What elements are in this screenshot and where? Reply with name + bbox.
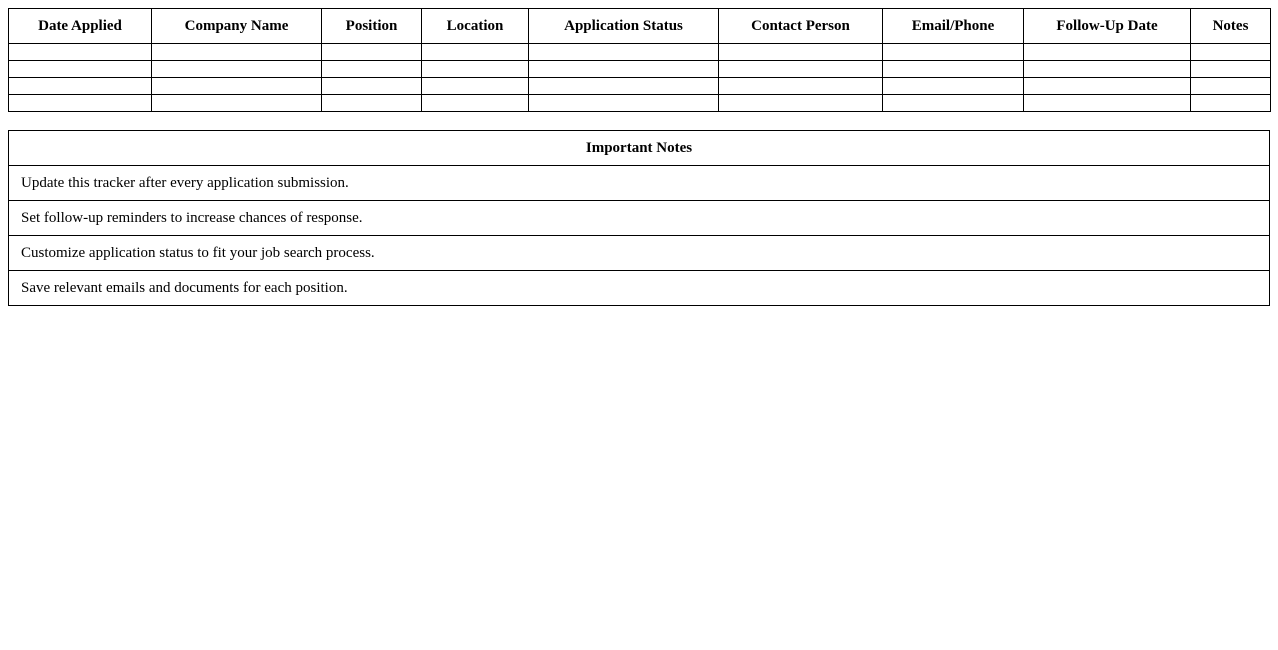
table-cell[interactable] [1024, 61, 1191, 78]
note-item: Customize application status to fit your job search process. [9, 236, 1270, 271]
table-cell[interactable] [152, 95, 322, 112]
table-cell[interactable] [719, 78, 883, 95]
table-cell[interactable] [529, 44, 719, 61]
note-row [9, 271, 1270, 306]
table-cell[interactable] [9, 44, 152, 61]
table-cell[interactable] [719, 44, 883, 61]
table-cell[interactable] [322, 95, 422, 112]
header-date-applied: Date Applied [9, 9, 152, 44]
table-cell[interactable] [1191, 61, 1271, 78]
note-row [9, 236, 1270, 271]
table-cell[interactable] [719, 95, 883, 112]
table-cell[interactable] [322, 44, 422, 61]
table-cell[interactable] [422, 95, 529, 112]
header-company-name: Company Name [152, 9, 322, 44]
header-email-phone: Email/Phone [883, 9, 1024, 44]
table-cell[interactable] [1024, 95, 1191, 112]
table-cell[interactable] [1191, 95, 1271, 112]
notes-header-row [9, 131, 1270, 166]
notes-title: Important Notes [9, 131, 1270, 166]
header-follow-up-date: Follow-Up Date [1024, 9, 1191, 44]
table-cell[interactable] [1024, 44, 1191, 61]
note-item: Save relevant emails and documents for each position. [9, 271, 1270, 306]
table-cell[interactable] [152, 61, 322, 78]
note-item: Set follow-up reminders to increase chances of response. [9, 201, 1270, 236]
table-cell[interactable] [883, 95, 1024, 112]
table-cell[interactable] [152, 78, 322, 95]
table-cell[interactable] [883, 78, 1024, 95]
header-contact-person: Contact Person [719, 9, 883, 44]
table-cell[interactable] [9, 61, 152, 78]
table-cell[interactable] [422, 61, 529, 78]
table-cell[interactable] [422, 78, 529, 95]
table-row [9, 78, 1271, 95]
table-cell[interactable] [529, 61, 719, 78]
table-row [9, 95, 1271, 112]
table-cell[interactable] [422, 44, 529, 61]
table-cell[interactable] [9, 78, 152, 95]
note-row [9, 166, 1270, 201]
table-cell[interactable] [883, 44, 1024, 61]
header-location: Location [422, 9, 529, 44]
table-cell[interactable] [9, 95, 152, 112]
header-application-status: Application Status [529, 9, 719, 44]
table-cell[interactable] [1191, 44, 1271, 61]
table-cell[interactable] [883, 61, 1024, 78]
table-cell[interactable] [719, 61, 883, 78]
important-notes-table [8, 130, 1270, 306]
job-application-tracker-table [8, 8, 1271, 112]
table-cell[interactable] [529, 95, 719, 112]
table-row [9, 44, 1271, 61]
table-row [9, 61, 1271, 78]
table-cell[interactable] [152, 44, 322, 61]
table-cell[interactable] [1024, 78, 1191, 95]
note-row [9, 201, 1270, 236]
table-cell[interactable] [322, 78, 422, 95]
table-cell[interactable] [322, 61, 422, 78]
table-cell[interactable] [1191, 78, 1271, 95]
header-notes: Notes [1191, 9, 1271, 44]
note-item: Update this tracker after every application submission. [9, 166, 1270, 201]
table-cell[interactable] [529, 78, 719, 95]
table-header-row [9, 9, 1271, 44]
header-position: Position [322, 9, 422, 44]
